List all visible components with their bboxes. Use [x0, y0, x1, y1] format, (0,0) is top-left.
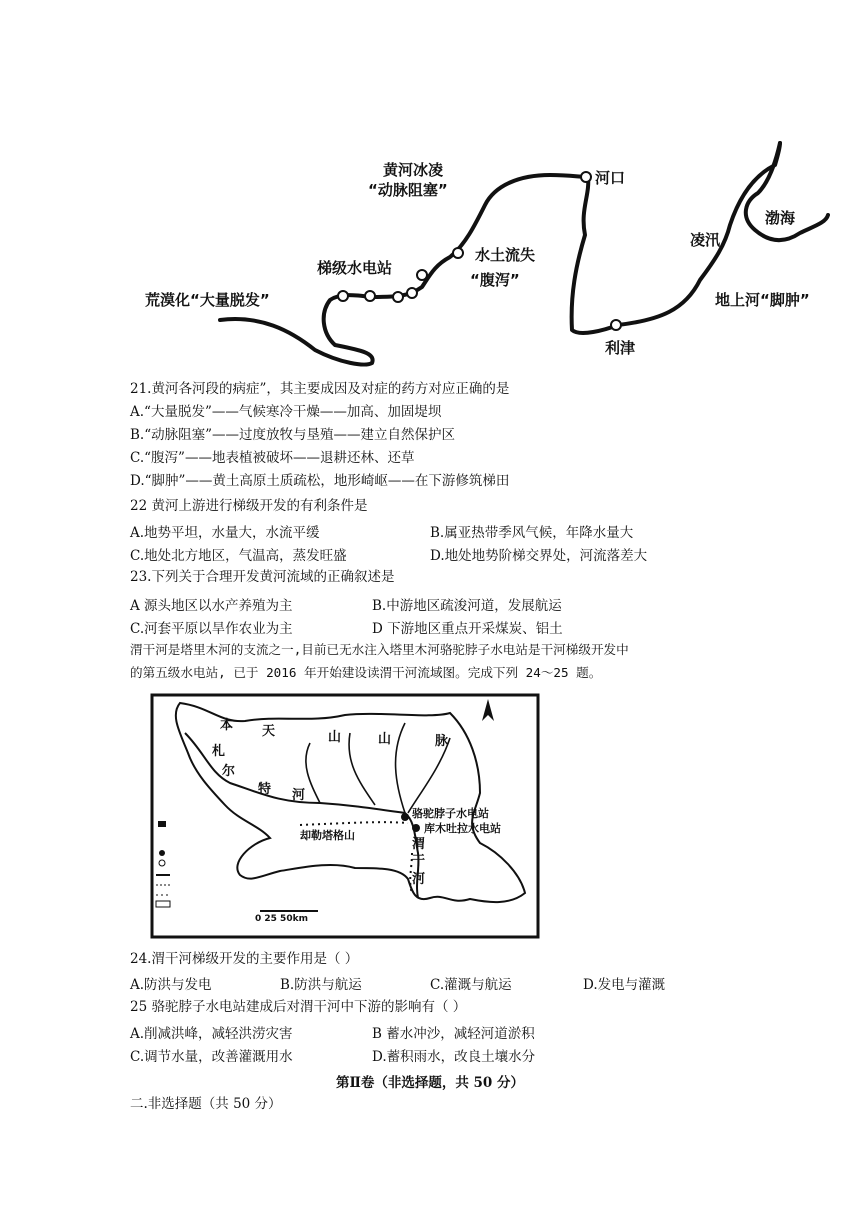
- q23-stem: 23.下列关于合理开发黄河流域的正确叙述是: [130, 569, 395, 585]
- label-zhaer-2: 尔: [222, 764, 236, 779]
- label-soil-2: “腹泻”: [470, 271, 520, 289]
- intro-line-2: 的第五级水电站, 已于 2016 年开始建设读渭干河流域图。完成下列 24～25 题。: [130, 665, 602, 680]
- q24-option-b: B.防洪与航运: [280, 977, 362, 993]
- label-soil-1: 水土流失: [475, 246, 536, 264]
- q25-option-a: A.削减洪峰，减轻洪涝灾害: [130, 1026, 293, 1042]
- q22-stem: 22 黄河上游进行梯级开发的有利条件是: [130, 498, 368, 514]
- q21-option-c: C.“腹泻”——地表植被破坏——退耕还林、还草: [130, 450, 415, 466]
- label-gan: 干: [412, 854, 426, 869]
- label-bohai: 渤海: [765, 209, 796, 227]
- label-icejam-2: “动脉阻塞”: [368, 181, 448, 199]
- label-te: 特: [258, 782, 272, 797]
- q24-option-a: A.防洪与发电: [130, 977, 212, 993]
- q21-option-a: A.“大量脱发”——气候寒冷干燥——加高、加固堤坝: [130, 404, 442, 420]
- q21-stem: 21.黄河各河段的病症”，其主要成因及对症的药方对应正确的是: [130, 381, 510, 397]
- label-station2: 库木吐拉水电站: [424, 822, 501, 835]
- hydro-dot-2: [365, 291, 375, 301]
- section-2-title: 第Ⅱ卷（非选择题，共 50 分）: [335, 1075, 525, 1091]
- label-he2: 河: [412, 872, 426, 887]
- section-2-subtitle: 二.非选择题（共 50 分）: [130, 1096, 282, 1112]
- label-raised-river: 地上河“脚肿”: [715, 291, 810, 309]
- hydro-dot-1: [338, 291, 348, 301]
- q24-option-d: D.发电与灌溉: [583, 977, 666, 993]
- q24-stem: 24.渭干河梯级开发的主要作用是（ ）: [130, 951, 359, 967]
- lijin-dot: [611, 320, 621, 330]
- q22-option-c: C.地处北方地区，气温高，蒸发旺盛: [130, 548, 347, 564]
- label-tianshan-1: 天: [262, 724, 276, 739]
- label-icejam-1: 黄河冰凌: [383, 161, 444, 179]
- scale-label: 0 25 50km: [255, 914, 308, 924]
- intro-line-1: 渭干河是塔里木河的支流之一,目前已无水注入塔里木河骆驼脖子水电站是干河梯级开发中: [130, 642, 629, 657]
- q23-option-a: A 源头地区以水产养殖为主: [130, 598, 293, 614]
- soil-erosion-dot: [453, 248, 463, 258]
- label-station1: 骆驼脖子水电站: [412, 807, 489, 820]
- label-wei: 渭: [412, 837, 426, 852]
- label-queletage: 却勒塔格山: [300, 829, 355, 842]
- q25-stem: 25 骆驼脖子水电站建成后对渭干河中下游的影响有（ ）: [130, 999, 467, 1015]
- label-hydro: 梯级水电站: [317, 259, 393, 277]
- q24-option-c: C.灌溉与航运: [430, 977, 512, 993]
- label-zhaer-1: 札: [212, 744, 226, 759]
- label-hekou: 河口: [595, 169, 626, 187]
- q23-option-b: B.中游地区疏浚河道，发展航运: [372, 598, 562, 614]
- weigan-river-map: [150, 693, 540, 939]
- q23-option-d: D 下游地区重点开采煤炭、铝土: [372, 621, 563, 637]
- hydro-dot-3: [393, 292, 403, 302]
- label-tianshan-4: 脉: [435, 734, 449, 749]
- q25-option-d: D.蓄积雨水，改良土壤水分: [372, 1049, 536, 1065]
- label-tianshan-2: 山: [328, 730, 342, 745]
- label-desert: 荒漠化“大量脱发”: [145, 291, 270, 309]
- hydro-dot-4: [407, 288, 417, 298]
- label-lijin: 利津: [605, 339, 636, 357]
- q22-option-d: D.地处地势阶梯交界处，河流落差大: [430, 548, 648, 564]
- hydro-dot-5: [417, 270, 427, 280]
- hekou-dot: [581, 172, 591, 182]
- q21-option-d: D.“脚肿”——黄土高原土质疏松，地形崎岖——在下游修筑梯田: [130, 473, 510, 489]
- label-he: 河: [292, 788, 306, 803]
- q22-option-b: B.属亚热带季风气候，年降水量大: [430, 525, 634, 541]
- q23-option-c: C.河套平原以旱作农业为主: [130, 621, 293, 637]
- q25-option-b: B 蓄水冲沙，减轻河道淤积: [372, 1026, 535, 1042]
- hydro-station-dot-2: [412, 824, 420, 832]
- q22-option-a: A.地势平坦，水量大，水流平缓: [130, 525, 320, 541]
- yellow-river-map: [140, 135, 830, 375]
- label-ben: 本: [220, 718, 234, 733]
- q25-option-c: C.调节水量，改善灌溉用水: [130, 1049, 293, 1065]
- hydro-station-dot-1: [401, 813, 409, 821]
- q21-option-b: B.“动脉阻塞”——过度放牧与垦殖——建立自然保护区: [130, 427, 456, 443]
- label-lingxun: 凌汛: [690, 231, 721, 249]
- label-tianshan-3: 山: [378, 732, 392, 747]
